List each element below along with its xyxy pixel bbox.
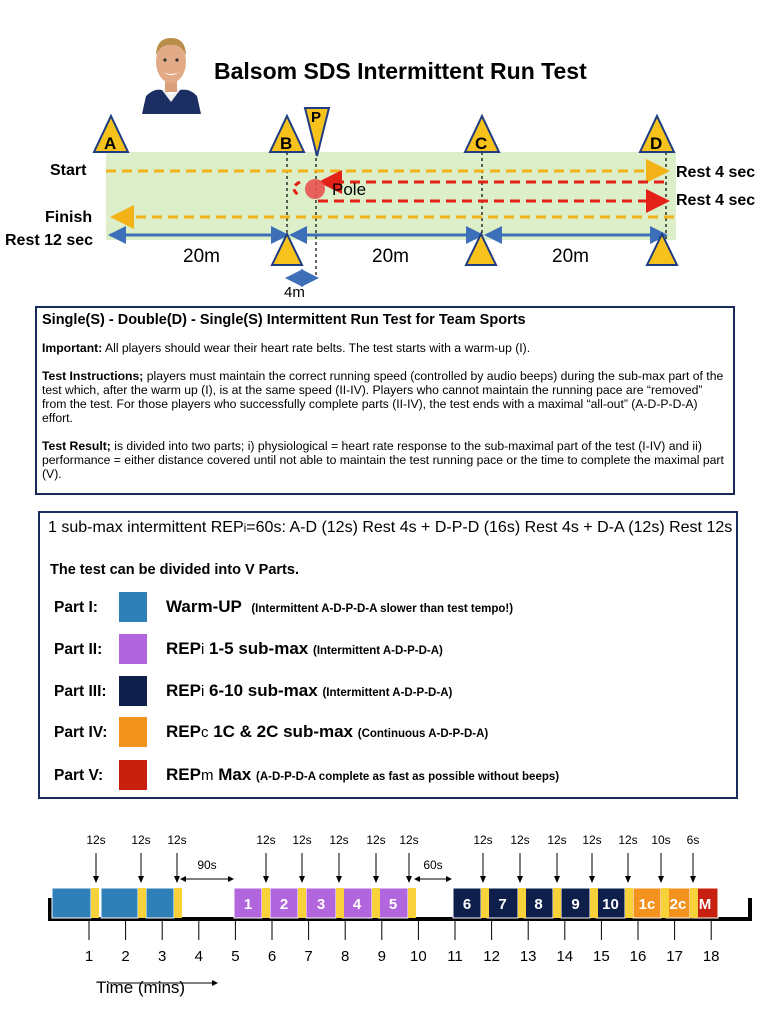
gap-arrow-head bbox=[228, 876, 234, 882]
timeline-block-label: 1c bbox=[638, 896, 656, 913]
rep-definition-prefix: 1 sub-max intermittent REP bbox=[48, 519, 244, 536]
part-title: Max bbox=[213, 765, 252, 784]
part-label: Part IV: bbox=[54, 724, 108, 741]
timeline-rest-marker bbox=[553, 888, 561, 918]
part-swatch bbox=[119, 717, 147, 747]
rest-duration-label: 12s bbox=[167, 833, 187, 847]
distance-label-2: 20m bbox=[372, 246, 409, 267]
part-label: Part V: bbox=[54, 767, 104, 784]
test-instructions-paragraph bbox=[42, 369, 728, 425]
part-rep-sub: i bbox=[200, 683, 205, 700]
timeline-rest-marker bbox=[298, 888, 306, 918]
timeline-block-label: M bbox=[698, 896, 712, 913]
part-rep-sub: m bbox=[200, 767, 214, 784]
part-title: 6-10 sub-max bbox=[204, 681, 318, 700]
rest-duration-label: 10s bbox=[651, 833, 671, 847]
rest-arrow-head bbox=[299, 876, 305, 883]
time-tick-label: 17 bbox=[666, 948, 683, 965]
part-rep: REP bbox=[166, 681, 201, 700]
time-tick-label: 9 bbox=[377, 948, 386, 965]
part-rep: REP bbox=[166, 639, 201, 658]
part-name bbox=[166, 722, 488, 742]
field-diagram bbox=[0, 100, 768, 305]
time-tick-label: 6 bbox=[267, 948, 277, 965]
part-title: 1-5 sub-max bbox=[204, 639, 309, 658]
instructions-box bbox=[35, 306, 735, 495]
time-tick-label: 4 bbox=[194, 948, 203, 965]
timeline-rest-marker bbox=[625, 888, 633, 918]
pole-marker-label: P bbox=[311, 109, 322, 126]
part-swatch bbox=[119, 676, 147, 706]
time-tick-label: 11 bbox=[447, 948, 463, 965]
turf-area bbox=[106, 152, 676, 240]
rest-duration-label: 12s bbox=[256, 833, 276, 847]
time-tick-label: 10 bbox=[410, 948, 427, 965]
timeline-rest-marker bbox=[138, 888, 146, 918]
timeline-rest-marker bbox=[372, 888, 380, 918]
time-tick-label: 13 bbox=[519, 948, 537, 965]
start-label: Start bbox=[50, 162, 87, 179]
part-note: (Intermittent A-D-P-D-A slower than test tempo!) bbox=[251, 603, 514, 615]
rest-4-label-a: Rest 4 sec bbox=[676, 164, 756, 181]
time-tick-label: 15 bbox=[593, 948, 610, 965]
timeline-rest-marker bbox=[690, 888, 698, 918]
timeline-block bbox=[52, 888, 91, 918]
timeline-rest-marker bbox=[91, 888, 99, 918]
distance-label-1: 20m bbox=[183, 246, 220, 267]
part-row bbox=[54, 717, 734, 749]
rest-arrow-head bbox=[658, 876, 664, 883]
time-tick-label: 18 bbox=[702, 948, 720, 965]
finish-label: Finish bbox=[45, 209, 93, 226]
time-arrow-icon bbox=[108, 978, 218, 988]
test-result-label: Test Result; bbox=[42, 439, 111, 453]
timeline-block-label: 3 bbox=[316, 896, 326, 913]
rest-12-label: Rest 12 sec bbox=[5, 232, 94, 249]
rest-duration-label: 6s bbox=[686, 833, 700, 847]
part-note: (Intermittent A-D-P-D-A) bbox=[322, 687, 453, 699]
gap-arrow-head bbox=[414, 876, 420, 882]
pole-label: Pole bbox=[332, 180, 367, 199]
rest-arrow-head bbox=[554, 876, 560, 883]
pole-offset-label: 4m bbox=[284, 284, 305, 301]
time-axis-label bbox=[96, 978, 185, 998]
part-swatch bbox=[119, 592, 147, 622]
rest-arrow-head bbox=[406, 876, 412, 883]
rep-definition bbox=[48, 519, 732, 537]
part-title: 1C & 2C sub-max bbox=[208, 722, 354, 741]
part-label: Part III: bbox=[54, 683, 107, 700]
distance-label-3: 20m bbox=[552, 246, 589, 267]
page-title: Balsom SDS Intermittent Run Test bbox=[214, 58, 587, 84]
part-row bbox=[54, 634, 734, 666]
timeline-rest-marker bbox=[174, 888, 182, 918]
important-label: Important: bbox=[42, 341, 103, 355]
rest-arrow-head bbox=[517, 876, 523, 883]
cone-c-label: C bbox=[475, 134, 488, 153]
timeline-rest-marker bbox=[518, 888, 526, 918]
rest-duration-label: 12s bbox=[547, 833, 567, 847]
timeline-block-label: 2c bbox=[669, 896, 687, 913]
timeline-rest-marker bbox=[481, 888, 489, 918]
timeline-block-label: 5 bbox=[388, 896, 398, 913]
part-row bbox=[54, 592, 734, 624]
test-result-paragraph bbox=[42, 439, 728, 481]
gap-duration-label: 60s bbox=[423, 858, 443, 872]
time-tick-label: 5 bbox=[231, 948, 240, 965]
rest-duration-label: 12s bbox=[618, 833, 638, 847]
part-row bbox=[54, 676, 734, 708]
time-tick-label: 14 bbox=[556, 948, 574, 965]
rest-duration-label: 12s bbox=[131, 833, 151, 847]
timeline-rest-marker bbox=[661, 888, 669, 918]
rest-arrow-head bbox=[174, 876, 180, 883]
time-axis-label-text: Time (mins) bbox=[96, 978, 186, 997]
rest-duration-label: 12s bbox=[292, 833, 312, 847]
timeline-block-label: 4 bbox=[352, 896, 362, 913]
rest-duration-label: 12s bbox=[329, 833, 349, 847]
part-label: Part I: bbox=[54, 599, 98, 616]
part-row bbox=[54, 760, 734, 792]
cone-b-label: B bbox=[280, 134, 293, 153]
timeline-rest-marker bbox=[262, 888, 270, 918]
rest-duration-label: 12s bbox=[473, 833, 493, 847]
rest-duration-label: 12s bbox=[399, 833, 419, 847]
rest-arrow-head bbox=[480, 876, 486, 883]
timeline-block-label: 6 bbox=[462, 896, 472, 913]
important-paragraph bbox=[42, 341, 728, 355]
parts-intro: The test can be divided into V Parts. bbox=[50, 562, 299, 578]
rest-duration-label: 12s bbox=[582, 833, 602, 847]
timeline-block-label: 7 bbox=[498, 896, 507, 913]
timeline bbox=[0, 820, 768, 1020]
parts-box bbox=[38, 511, 738, 799]
rest-arrow-head bbox=[625, 876, 631, 883]
part-swatch bbox=[119, 760, 147, 790]
rep-definition-sub: i bbox=[243, 521, 247, 535]
part-note: (Continuous A-D-P-D-A) bbox=[357, 728, 489, 740]
part-name bbox=[166, 639, 443, 659]
timeline-block-label: 1 bbox=[243, 896, 253, 913]
gap-arrow-head bbox=[180, 876, 186, 882]
time-tick-label: 7 bbox=[304, 948, 313, 965]
rest-arrow-head bbox=[93, 876, 99, 883]
rest-duration-label: 12s bbox=[366, 833, 386, 847]
rest-arrow-head bbox=[336, 876, 342, 883]
timeline-block-label: 2 bbox=[279, 896, 289, 913]
time-tick-label: 2 bbox=[121, 948, 130, 965]
timeline-block bbox=[101, 888, 138, 918]
timeline-rest-marker bbox=[408, 888, 416, 918]
test-instructions-label: Test Instructions; bbox=[42, 369, 144, 383]
part-name bbox=[166, 597, 513, 617]
part-swatch bbox=[119, 634, 147, 664]
timeline-rest-marker bbox=[336, 888, 344, 918]
time-tick-label: 16 bbox=[629, 948, 647, 965]
cone-a-label: A bbox=[104, 134, 117, 153]
pole-dot bbox=[305, 179, 325, 199]
rest-4-label-b: Rest 4 sec bbox=[676, 192, 756, 209]
rest-arrow-head bbox=[373, 876, 379, 883]
part-name bbox=[166, 681, 452, 701]
rest-duration-label: 12s bbox=[510, 833, 530, 847]
rest-arrow-head bbox=[690, 876, 696, 883]
rest-arrow-head bbox=[263, 876, 269, 883]
cone-d-label: D bbox=[650, 134, 663, 153]
time-tick-label: 1 bbox=[84, 948, 94, 965]
test-instructions-text: players must maintain the correct running speed (controlled by audio beeps) during the sub-max part of the test which, after the warm up (I), is at the same speed (II-IV). Players who cannot maintain the running pace are “removed” from the test. For those players who successfully complete parts (II-IV), the test ends with a maximal “all-out” (A-D-P-D-A) effort. bbox=[42, 369, 724, 425]
time-tick-label: 8 bbox=[341, 948, 350, 965]
part-name bbox=[166, 765, 559, 785]
timeline-block-label: 10 bbox=[602, 896, 619, 913]
rest-duration-label: 12s bbox=[86, 833, 106, 847]
part-note: (Intermittent A-D-P-D-A) bbox=[312, 645, 443, 657]
timeline-rest-marker bbox=[590, 888, 598, 918]
timeline-block bbox=[146, 888, 174, 918]
field-svg bbox=[0, 100, 768, 305]
important-text: All players should wear their heart rate belts. The test starts with a warm-up (I). bbox=[102, 341, 531, 355]
part-rep-sub: i bbox=[200, 641, 205, 658]
test-result-text: is divided into two parts; i) physiological = heart rate response to the sub-maximal part of the test (I-IV) and ii) performance = either distance covered until not able to maintain the test running pace or the time to complete the maximal part (V). bbox=[42, 439, 724, 481]
rest-arrow-head bbox=[589, 876, 595, 883]
gap-arrow-head bbox=[446, 876, 452, 882]
part-rep: REP bbox=[166, 765, 201, 784]
part-note: (A-D-P-D-A complete as fast as possible without beeps) bbox=[256, 771, 560, 783]
part-rep: Warm-UP bbox=[166, 597, 242, 616]
time-tick-label: 12 bbox=[483, 948, 500, 965]
time-tick-label: 3 bbox=[158, 948, 167, 965]
part-rep: REP bbox=[166, 722, 201, 741]
part-rep-sub: c bbox=[200, 724, 209, 741]
rep-definition-suffix: =60s: A-D (12s) Rest 4s + D-P-D (16s) Rest 4s + D-A (12s) Rest 12s bbox=[246, 519, 733, 536]
instructions-heading: Single(S) - Double(D) - Single(S) Intermittent Run Test for Team Sports bbox=[42, 312, 526, 328]
timeline-block-label: 9 bbox=[571, 896, 580, 913]
gap-duration-label: 90s bbox=[197, 858, 217, 872]
part-label: Part II: bbox=[54, 641, 103, 658]
timeline-block-label: 8 bbox=[534, 896, 543, 913]
rest-arrow-head bbox=[138, 876, 144, 883]
